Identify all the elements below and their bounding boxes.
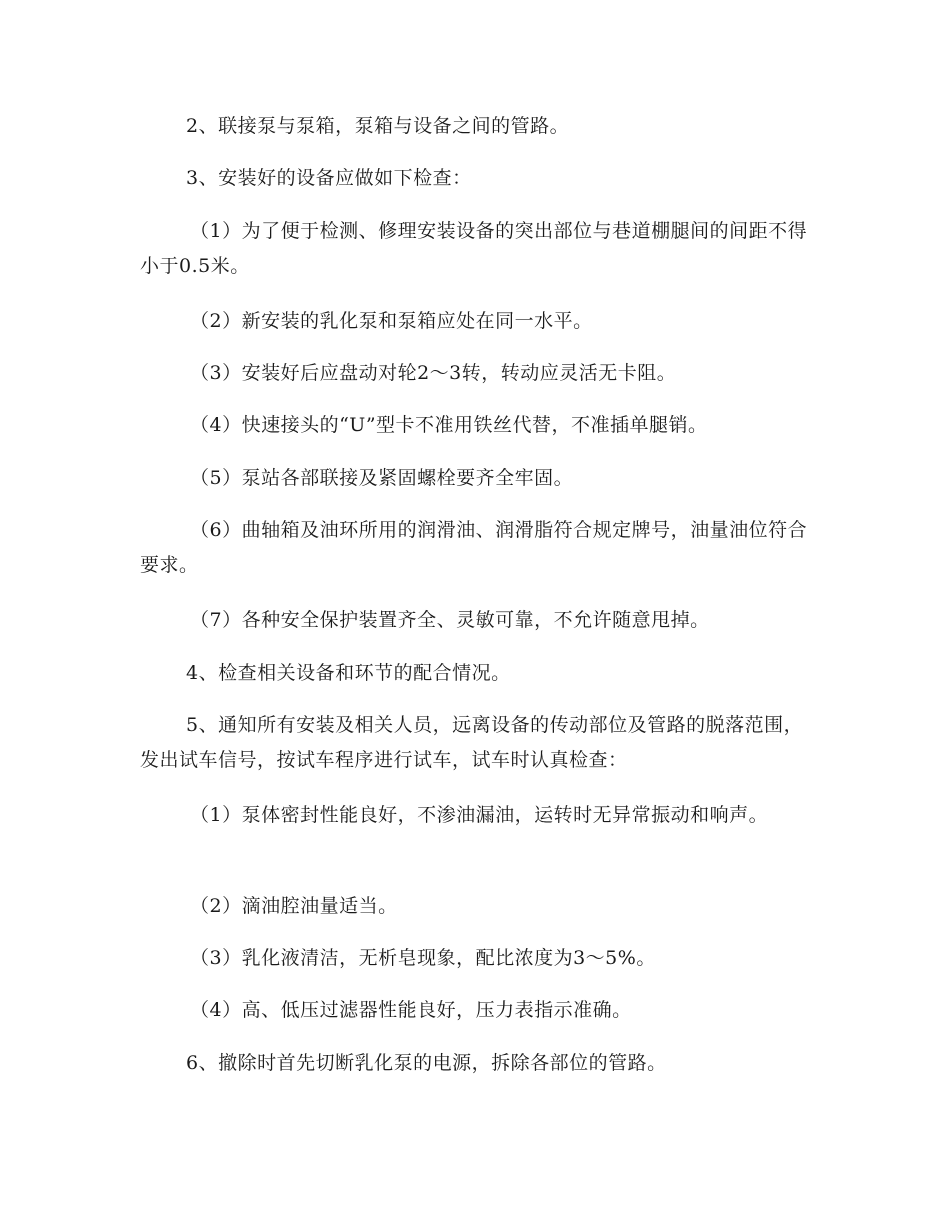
check-item-5-paragraph: （5）泵站各部联接及紧固螺栓要齐全牢固。 — [190, 467, 574, 489]
check-item-3-paragraph: （3）安装好后应盘动对轮2～3转，转动应灵活无卡阻。 — [190, 362, 677, 384]
test-item-4-paragraph: （4）高、低压过滤器性能良好，压力表指示准确。 — [190, 999, 632, 1021]
test-item-3-paragraph: （3）乳化液清洁，无析皂现象，配比浓度为3～5%。 — [190, 947, 656, 969]
step-3-paragraph: 3、安装好的设备应做如下检查： — [186, 167, 472, 189]
test-item-2-paragraph: （2）滴油腔油量适当。 — [190, 895, 398, 917]
check-item-2-paragraph: （2）新安装的乳化泵和泵箱应处在同一水平。 — [190, 310, 593, 332]
step-2-paragraph: 2、联接泵与泵箱，泵箱与设备之间的管路。 — [186, 115, 570, 137]
step-4-paragraph: 4、检查相关设备和环节的配合情况。 — [186, 662, 511, 684]
step-6-paragraph: 6、撤除时首先切断乳化泵的电源，拆除各部位的管路。 — [186, 1052, 667, 1074]
step-5-paragraph: 5、通知所有安装及相关人员，远离设备的传动部位及管路的脱落范围，发出试车信号，按试车程序进行试车，试车时认真检查： — [140, 714, 804, 771]
check-item-7-paragraph: （7）各种安全保护装置齐全、灵敏可靠，不允许随意甩掉。 — [190, 609, 710, 631]
test-item-1-paragraph: （1）泵体密封性能良好，不渗油漏油，运转时无异常振动和响声。 — [190, 804, 769, 826]
check-item-4-paragraph: （4）快速接头的“U”型卡不准用铁丝代替，不准插单腿销。 — [190, 414, 708, 436]
check-item-1-paragraph: （1）为了便于检测、修理安装设备的突出部位与巷道棚腿间的间距不得小于0.5米。 — [140, 220, 808, 277]
check-item-6-paragraph: （6）曲轴箱及油环所用的润滑油、润滑脂符合规定牌号，油量油位符合要求。 — [140, 519, 808, 576]
